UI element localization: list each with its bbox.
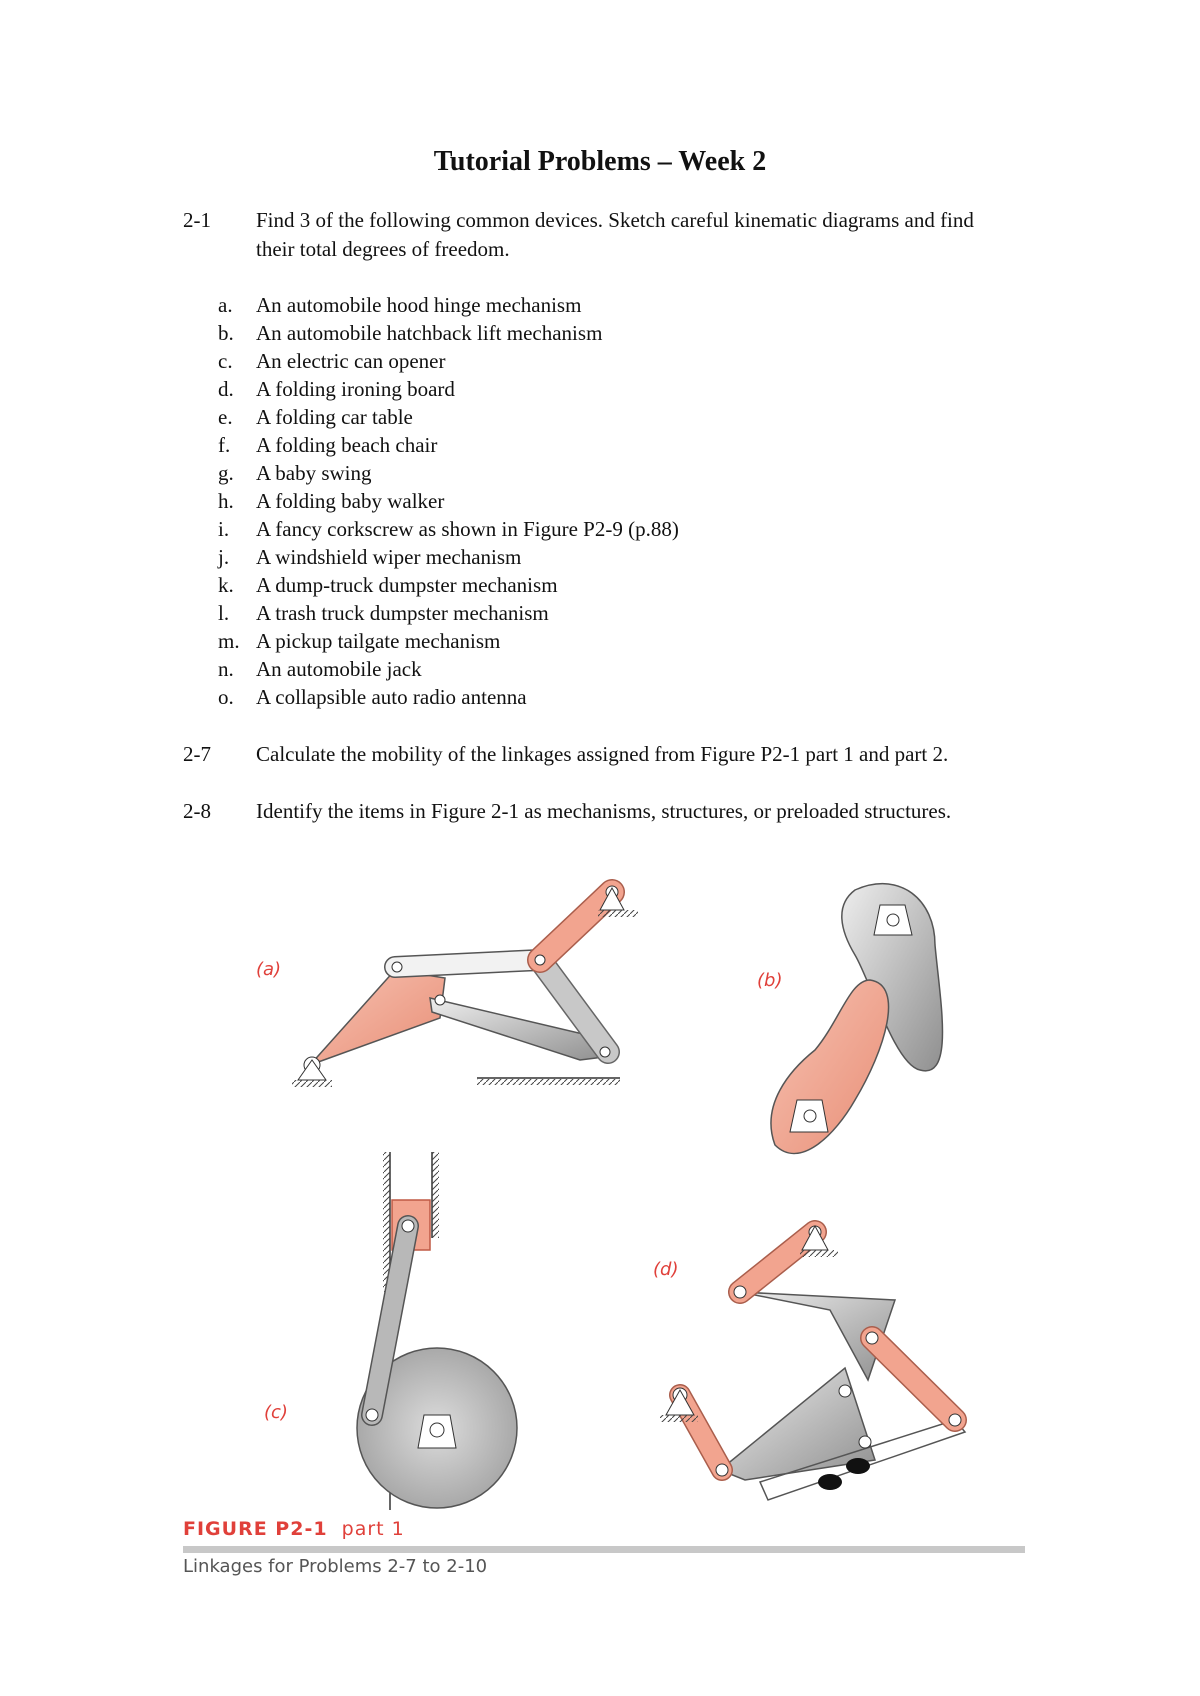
item-label: An electric can opener	[256, 349, 446, 373]
item-letter: g.	[218, 461, 234, 485]
item-label: An automobile jack	[256, 657, 422, 681]
item-label: A trash truck dumpster mechanism	[256, 601, 549, 625]
item-label: A folding baby walker	[256, 489, 445, 513]
item-letter: j.	[218, 545, 230, 569]
figure-number: FIGURE P2-1	[183, 1518, 328, 1540]
problem-2-7	[183, 740, 1013, 769]
item-letter: b.	[218, 321, 234, 345]
linkage-c	[264, 1152, 517, 1510]
panel-label-d: (d)	[653, 1259, 679, 1280]
panel-label-b: (b)	[757, 970, 783, 991]
linkage-figure	[0, 860, 1200, 1520]
item-label: A baby swing	[256, 461, 372, 485]
item-label: A folding ironing board	[256, 377, 455, 401]
figure-subtitle: Linkages for Problems 2-7 to 2-10	[183, 1556, 488, 1577]
item-label: A collapsible auto radio antenna	[256, 685, 527, 709]
figure-caption	[183, 1518, 405, 1540]
item-letter: h.	[218, 489, 234, 513]
linkage-b	[757, 884, 943, 1154]
panel-label-a: (a)	[256, 959, 282, 980]
item-label: A pickup tailgate mechanism	[256, 629, 501, 653]
problem-2-1	[183, 206, 1013, 264]
item-letter: d.	[218, 377, 234, 401]
item-letter: f.	[218, 433, 231, 457]
linkage-a	[256, 886, 638, 1087]
item-label: A folding beach chair	[256, 433, 438, 457]
item-letter: k.	[218, 573, 234, 597]
problem-number: 2-7	[183, 742, 211, 766]
item-letter: e.	[218, 405, 233, 429]
item-letter: m.	[218, 629, 240, 653]
item-label: An automobile hatchback lift mechanism	[256, 321, 603, 345]
problem-number: 2-1	[183, 208, 211, 232]
problem-number: 2-8	[183, 799, 211, 823]
item-label: A folding car table	[256, 405, 413, 429]
problem-2-8	[183, 797, 1013, 826]
problem-text: Find 3 of the following common devices. Sketch careful kinematic diagrams and find their total degrees of freedom.	[256, 208, 974, 261]
item-label: A windshield wiper mechanism	[256, 545, 522, 569]
linkage-d	[653, 1226, 965, 1500]
problem-text: Calculate the mobility of the linkages assigned from Figure P2-1 part 1 and part 2.	[256, 742, 949, 766]
caption-divider	[183, 1546, 1025, 1553]
item-letter: o.	[218, 685, 234, 709]
item-label: A dump-truck dumpster mechanism	[256, 573, 558, 597]
item-letter: a.	[218, 293, 233, 317]
item-letter: c.	[218, 349, 233, 373]
panel-label-c: (c)	[264, 1402, 288, 1423]
item-letter: n.	[218, 657, 234, 681]
page-title: Tutorial Problems – Week 2	[433, 146, 767, 177]
figure-part: part 1	[341, 1518, 405, 1540]
problem-text: Identify the items in Figure 2-1 as mechanisms, structures, or preloaded structures.	[256, 799, 952, 823]
item-label: A fancy corkscrew as shown in Figure P2-9 (p.88)	[256, 517, 679, 541]
item-letter: l.	[218, 601, 230, 625]
item-letter: i.	[218, 517, 230, 541]
item-label: An automobile hood hinge mechanism	[256, 293, 582, 317]
